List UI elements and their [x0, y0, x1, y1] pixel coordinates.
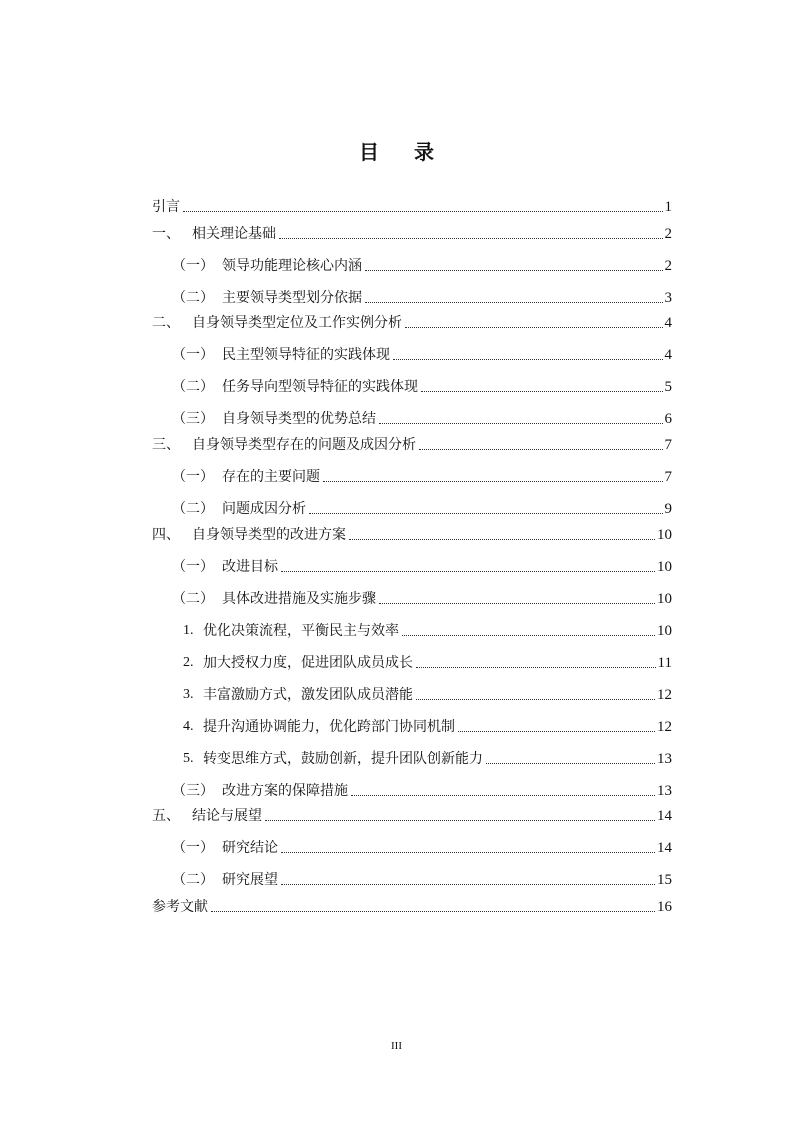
- toc-entry-page: 10: [657, 527, 672, 543]
- dot-leader: [281, 884, 655, 885]
- toc-entry[interactable]: [172, 410, 672, 428]
- toc-entry[interactable]: [172, 590, 672, 608]
- toc-title: 目 录: [359, 140, 448, 164]
- toc-entry-page: 4: [664, 315, 672, 331]
- dot-leader: [309, 513, 663, 514]
- toc-entry-title: 自身领导类型的改进方案: [192, 527, 346, 543]
- toc-entry-number: 一、: [152, 226, 180, 242]
- toc-entry-title: 改进目标: [222, 559, 278, 575]
- toc-entry[interactable]: [183, 622, 672, 640]
- toc-entry-page: 10: [657, 559, 672, 575]
- toc-entry-number: 四、: [152, 527, 180, 543]
- toc-entry-number: （二）: [172, 872, 214, 888]
- toc-entry[interactable]: [152, 436, 672, 454]
- dot-leader: [486, 763, 655, 764]
- toc-entry-page: 6: [664, 411, 672, 427]
- toc-entry-page: 10: [657, 623, 672, 639]
- toc-entry-page: 2: [664, 226, 672, 242]
- toc-entry[interactable]: [152, 225, 672, 243]
- toc-entry-number: （一）: [172, 347, 214, 363]
- toc-entry-title: 参考文献: [152, 899, 208, 915]
- toc-entry-title: 丰富激励方式，激发团队成员潜能: [203, 687, 413, 703]
- toc-entry-number: （三）: [172, 783, 214, 799]
- toc-entry-number: 3.: [183, 687, 194, 702]
- dot-leader: [416, 667, 656, 668]
- toc-entry-number: （一）: [172, 840, 214, 856]
- toc-entry-title: 任务导向型领导特征的实践体现: [222, 379, 418, 395]
- dot-leader: [379, 603, 655, 604]
- dot-leader: [265, 820, 655, 821]
- toc-entry-number: （二）: [172, 379, 214, 395]
- toc-entry[interactable]: [172, 346, 672, 364]
- toc-entry-title: 提升沟通协调能力，优化跨部门协同机制: [203, 719, 455, 735]
- dot-leader: [211, 911, 655, 912]
- page-number-footer: III: [391, 1040, 402, 1052]
- toc-entry-page: 16: [657, 899, 672, 915]
- toc-entry-number: （二）: [172, 501, 214, 517]
- toc-entry[interactable]: [172, 257, 672, 275]
- dot-leader: [405, 327, 663, 328]
- toc-entry-title: 具体改进措施及实施步骤: [222, 591, 376, 607]
- toc-entry-page: 7: [664, 469, 672, 485]
- toc-entry-number: （一）: [172, 469, 214, 485]
- toc-entry-number: 五、: [152, 808, 180, 824]
- toc-entry[interactable]: [152, 198, 672, 216]
- toc-entry-number: （二）: [172, 591, 214, 607]
- toc-entry-page: 10: [657, 591, 672, 607]
- toc-entry-number: 三、: [152, 437, 180, 453]
- toc-entry-title: 研究结论: [222, 840, 278, 856]
- toc-entry-page: 13: [657, 783, 672, 799]
- dot-leader: [402, 635, 655, 636]
- toc-entry-title: 改进方案的保障措施: [222, 783, 348, 799]
- dot-leader: [281, 571, 655, 572]
- toc-entry-title: 存在的主要问题: [222, 469, 320, 485]
- toc-entry-number: 1.: [183, 623, 194, 638]
- toc-entry-page: 2: [664, 258, 672, 274]
- toc-entry[interactable]: [152, 807, 672, 825]
- toc-entry-page: 9: [664, 501, 672, 517]
- dot-leader: [379, 423, 663, 424]
- toc-entry-title: 加大授权力度，促进团队成员成长: [203, 655, 413, 671]
- toc-entry-page: 4: [664, 347, 672, 363]
- toc-entry-page: 11: [657, 655, 672, 671]
- toc-entry-page: 7: [664, 437, 672, 453]
- toc-entry-title: 自身领导类型存在的问题及成因分析: [192, 437, 416, 453]
- dot-leader: [421, 391, 663, 392]
- toc-entry-page: 5: [664, 379, 672, 395]
- dot-leader: [323, 481, 663, 482]
- dot-leader: [183, 211, 663, 212]
- toc-entry[interactable]: [172, 500, 672, 518]
- toc-entry-number: （一）: [172, 559, 214, 575]
- dot-leader: [416, 699, 655, 700]
- toc-entry-title: 自身领导类型定位及工作实例分析: [192, 315, 402, 331]
- toc-entry[interactable]: [172, 839, 672, 857]
- dot-leader: [393, 359, 663, 360]
- toc-entry-title: 自身领导类型的优势总结: [222, 411, 376, 427]
- toc-entry[interactable]: [172, 289, 672, 307]
- toc-entry-number: （三）: [172, 411, 214, 427]
- toc-entry-title: 研究展望: [222, 872, 278, 888]
- toc-entry-page: 3: [664, 290, 672, 306]
- toc-entry-page: 12: [657, 719, 672, 735]
- toc-entry-title: 领导功能理论核心内涵: [222, 258, 362, 274]
- toc-entry-title: 转变思维方式，鼓励创新，提升团队创新能力: [203, 751, 483, 767]
- dot-leader: [419, 449, 663, 450]
- toc-entry[interactable]: [152, 898, 672, 916]
- dot-leader: [458, 731, 655, 732]
- toc-entry-title: 问题成因分析: [222, 501, 306, 517]
- toc-entry-page: 14: [657, 840, 672, 856]
- toc-entry-page: 14: [657, 808, 672, 824]
- toc-entry-title: 优化决策流程，平衡民主与效率: [203, 623, 399, 639]
- toc-entry-number: （一）: [172, 258, 214, 274]
- toc-entry[interactable]: [152, 314, 672, 332]
- toc-entry-page: 1: [664, 199, 672, 215]
- dot-leader: [365, 302, 663, 303]
- dot-leader: [349, 539, 655, 540]
- toc-entry-title: 民主型领导特征的实践体现: [222, 347, 390, 363]
- toc-entry[interactable]: [172, 468, 672, 486]
- dot-leader: [279, 238, 663, 239]
- toc-entry[interactable]: [152, 526, 672, 544]
- toc-entry[interactable]: [172, 782, 672, 800]
- toc-entry-number: 4.: [183, 719, 194, 734]
- toc-entry-number: （二）: [172, 290, 214, 306]
- toc-entry-title: 主要领导类型划分依据: [222, 290, 362, 306]
- toc-entry[interactable]: [172, 871, 672, 889]
- toc-entry-title: 引言: [152, 199, 180, 215]
- toc-entry-number: 5.: [183, 751, 194, 766]
- toc-entry-page: 12: [657, 687, 672, 703]
- toc-entry-number: 2.: [183, 655, 194, 670]
- toc-entry-number: 二、: [152, 315, 180, 331]
- toc-entry[interactable]: [172, 378, 672, 396]
- toc-entry-title: 相关理论基础: [192, 226, 276, 242]
- toc-entry[interactable]: [183, 750, 672, 768]
- toc-entry[interactable]: [172, 558, 672, 576]
- toc-entry-page: 13: [657, 751, 672, 767]
- toc-entry[interactable]: [183, 686, 672, 704]
- dot-leader: [365, 270, 663, 271]
- toc-entry[interactable]: [183, 654, 672, 672]
- toc-entry-page: 15: [657, 872, 672, 888]
- toc-entry-title: 结论与展望: [192, 808, 262, 824]
- toc-entry[interactable]: [183, 718, 672, 736]
- dot-leader: [281, 852, 655, 853]
- dot-leader: [351, 795, 655, 796]
